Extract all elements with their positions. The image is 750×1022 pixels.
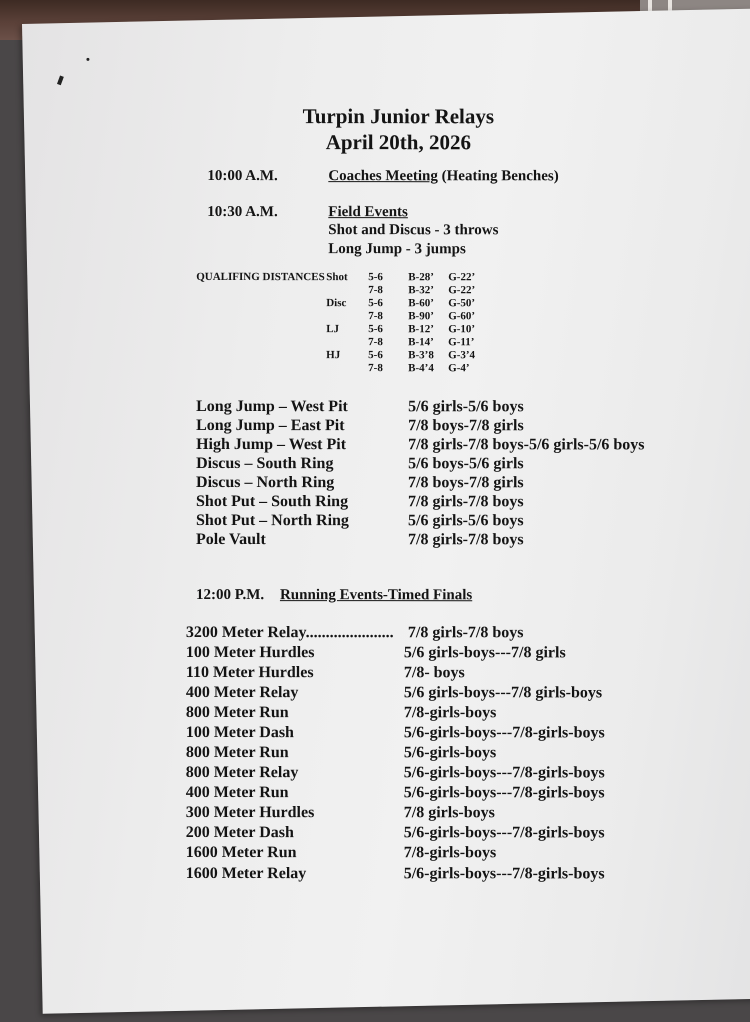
qual-boys: B-60’	[408, 297, 434, 310]
running-event-row	[186, 724, 726, 744]
qual-boys: B-12’	[408, 323, 434, 336]
field-event-assignment: 5/6 girls-5/6 boys	[408, 398, 524, 416]
schedule-event: Field Events	[328, 204, 408, 221]
schedule-event: Coaches Meeting	[328, 168, 438, 185]
running-event-row	[186, 624, 726, 644]
field-event-row	[196, 398, 716, 417]
field-event-row	[196, 436, 716, 455]
field-event-row	[196, 417, 716, 436]
ink-speck	[57, 75, 64, 85]
running-event-assignment: 7/8- boys	[403, 664, 465, 682]
field-event-row	[196, 455, 716, 474]
document-date: April 20th, 2026	[325, 130, 471, 155]
running-event-name: 200 Meter Dash	[185, 824, 294, 842]
field-event-name: Shot Put – South Ring	[196, 493, 349, 511]
qual-boys: B-28’	[408, 271, 434, 284]
qual-girls: G-11’	[448, 336, 475, 349]
running-event-row	[186, 865, 726, 885]
field-event-name: Pole Vault	[195, 531, 266, 549]
running-event-row	[186, 824, 726, 844]
running-event-assignment: 5/6-girls-boys---7/8-girls-boys	[403, 824, 605, 842]
qual-girls: G-10’	[448, 323, 476, 336]
running-event-row	[186, 644, 726, 664]
qual-girls: G-3’4	[448, 349, 476, 362]
running-event-assignment: 7/8-girls-boys	[403, 844, 497, 862]
schedule-time: 10:00 A.M.	[207, 168, 278, 185]
running-event-name: 110 Meter Hurdles	[185, 664, 314, 682]
document-title: Turpin Junior Relays	[302, 104, 495, 129]
running-event-row	[186, 684, 726, 704]
field-event-assignment: 5/6 boys-5/6 girls	[408, 455, 524, 473]
field-event-row	[196, 512, 716, 531]
field-event-name: Discus – North Ring	[196, 474, 335, 492]
qual-event: Disc	[326, 297, 347, 310]
qual-grade: 7-8	[368, 362, 383, 375]
running-event-name: 1600 Meter Relay	[185, 865, 307, 883]
coaches-meeting	[328, 168, 558, 185]
qual-grade: 5-6	[368, 349, 383, 362]
qual-grade: 7-8	[368, 336, 383, 349]
field-event-assignment: 7/8 boys-7/8 girls	[408, 474, 524, 492]
running-event-assignment: 5/6-girls-boys---7/8-girls-boys	[403, 764, 605, 782]
running-event-assignment: 5/6-girls-boys---7/8-girls-boys	[403, 784, 605, 802]
field-event-name: Shot Put – North Ring	[196, 512, 349, 530]
schedule-time: 10:30 A.M.	[207, 204, 278, 221]
running-event-name: 300 Meter Hurdles	[185, 804, 315, 822]
running-event-row	[186, 764, 726, 784]
running-event-name: 400 Meter Relay	[185, 684, 299, 702]
field-event-row	[196, 493, 716, 512]
running-event-name: 800 Meter Run	[185, 704, 289, 722]
running-event-assignment: 5/6-girls-boys	[403, 744, 497, 762]
ink-speck	[86, 58, 89, 61]
running-event-name: 800 Meter Run	[185, 744, 289, 762]
field-event-assignment: 7/8 boys-7/8 girls	[408, 417, 524, 435]
qual-girls: G-22’	[448, 284, 476, 297]
running-event-assignment: 5/6-girls-boys---7/8-girls-boys	[403, 865, 605, 883]
field-event-name: High Jump – West Pit	[196, 436, 347, 454]
qual-event: HJ	[326, 349, 341, 362]
running-event-name: 3200 Meter Relay......................	[185, 624, 394, 642]
field-event-row	[196, 531, 716, 550]
qual-girls: G-22’	[448, 271, 476, 284]
qual-boys: B-90’	[408, 310, 434, 323]
qual-boys: B-4’4	[408, 362, 434, 375]
running-event-assignment: 7/8 girls-7/8 boys	[407, 624, 524, 642]
running-event-row	[186, 844, 726, 864]
schedule-detail: Long Jump - 3 jumps	[328, 241, 466, 258]
field-event-name: Long Jump – East Pit	[196, 417, 345, 435]
qual-girls: G-60’	[448, 310, 476, 323]
running-event-name: 100 Meter Dash	[185, 724, 294, 742]
running-event-name: 800 Meter Relay	[185, 764, 299, 782]
qual-girls: G-50’	[448, 297, 476, 310]
qual-boys: B-14’	[408, 336, 434, 349]
document-page	[28, 16, 750, 1007]
field-event-row	[196, 474, 716, 493]
qual-boys: B-32’	[408, 284, 434, 297]
running-event-row	[186, 804, 726, 824]
field-event-assignment: 7/8 girls-7/8 boys-5/6 girls-5/6 boys	[408, 436, 645, 454]
running-event-row	[186, 704, 726, 724]
qual-event: LJ	[326, 323, 340, 336]
running-event-name: 400 Meter Run	[185, 784, 289, 802]
field-event-assignment: 7/8 girls-7/8 boys	[407, 531, 524, 549]
running-event-row	[186, 664, 726, 684]
qual-grade: 7-8	[368, 284, 383, 297]
qual-grade: 5-6	[368, 297, 383, 310]
running-event-assignment: 7/8-girls-boys	[403, 704, 497, 722]
qual-grade: 5-6	[368, 271, 383, 284]
schedule-detail: Shot and Discus - 3 throws	[328, 222, 499, 239]
running-time: 12:00 P.M.	[195, 587, 265, 604]
qualifying-label: QUALIFING DISTANCES	[196, 271, 325, 284]
running-heading: Running Events-Timed Finals	[279, 587, 473, 604]
schedule-note: (Heating Benches)	[437, 168, 559, 185]
running-event-row	[186, 744, 726, 764]
running-event-assignment: 5/6-girls-boys---7/8-girls-boys	[403, 724, 605, 742]
field-event-name: Long Jump – West Pit	[196, 398, 348, 416]
running-event-assignment: 5/6 girls-boys---7/8 girls	[403, 644, 566, 662]
running-event-row	[186, 784, 726, 804]
qual-girls: G-4’	[448, 362, 470, 375]
qual-grade: 5-6	[368, 323, 383, 336]
qual-event: Shot	[326, 271, 348, 284]
running-event-name: 1600 Meter Run	[185, 844, 297, 862]
running-event-name: 100 Meter Hurdles	[185, 644, 315, 662]
running-event-assignment: 5/6 girls-boys---7/8 girls-boys	[403, 684, 603, 702]
qual-boys: B-3’8	[408, 349, 434, 362]
running-event-assignment: 7/8 girls-boys	[403, 804, 495, 822]
field-event-assignment: 7/8 girls-7/8 boys	[408, 493, 524, 511]
field-event-name: Discus – South Ring	[196, 455, 334, 473]
qual-grade: 7-8	[368, 310, 383, 323]
field-event-assignment: 5/6 girls-5/6 boys	[408, 512, 524, 530]
paper-sheet	[22, 9, 750, 1014]
